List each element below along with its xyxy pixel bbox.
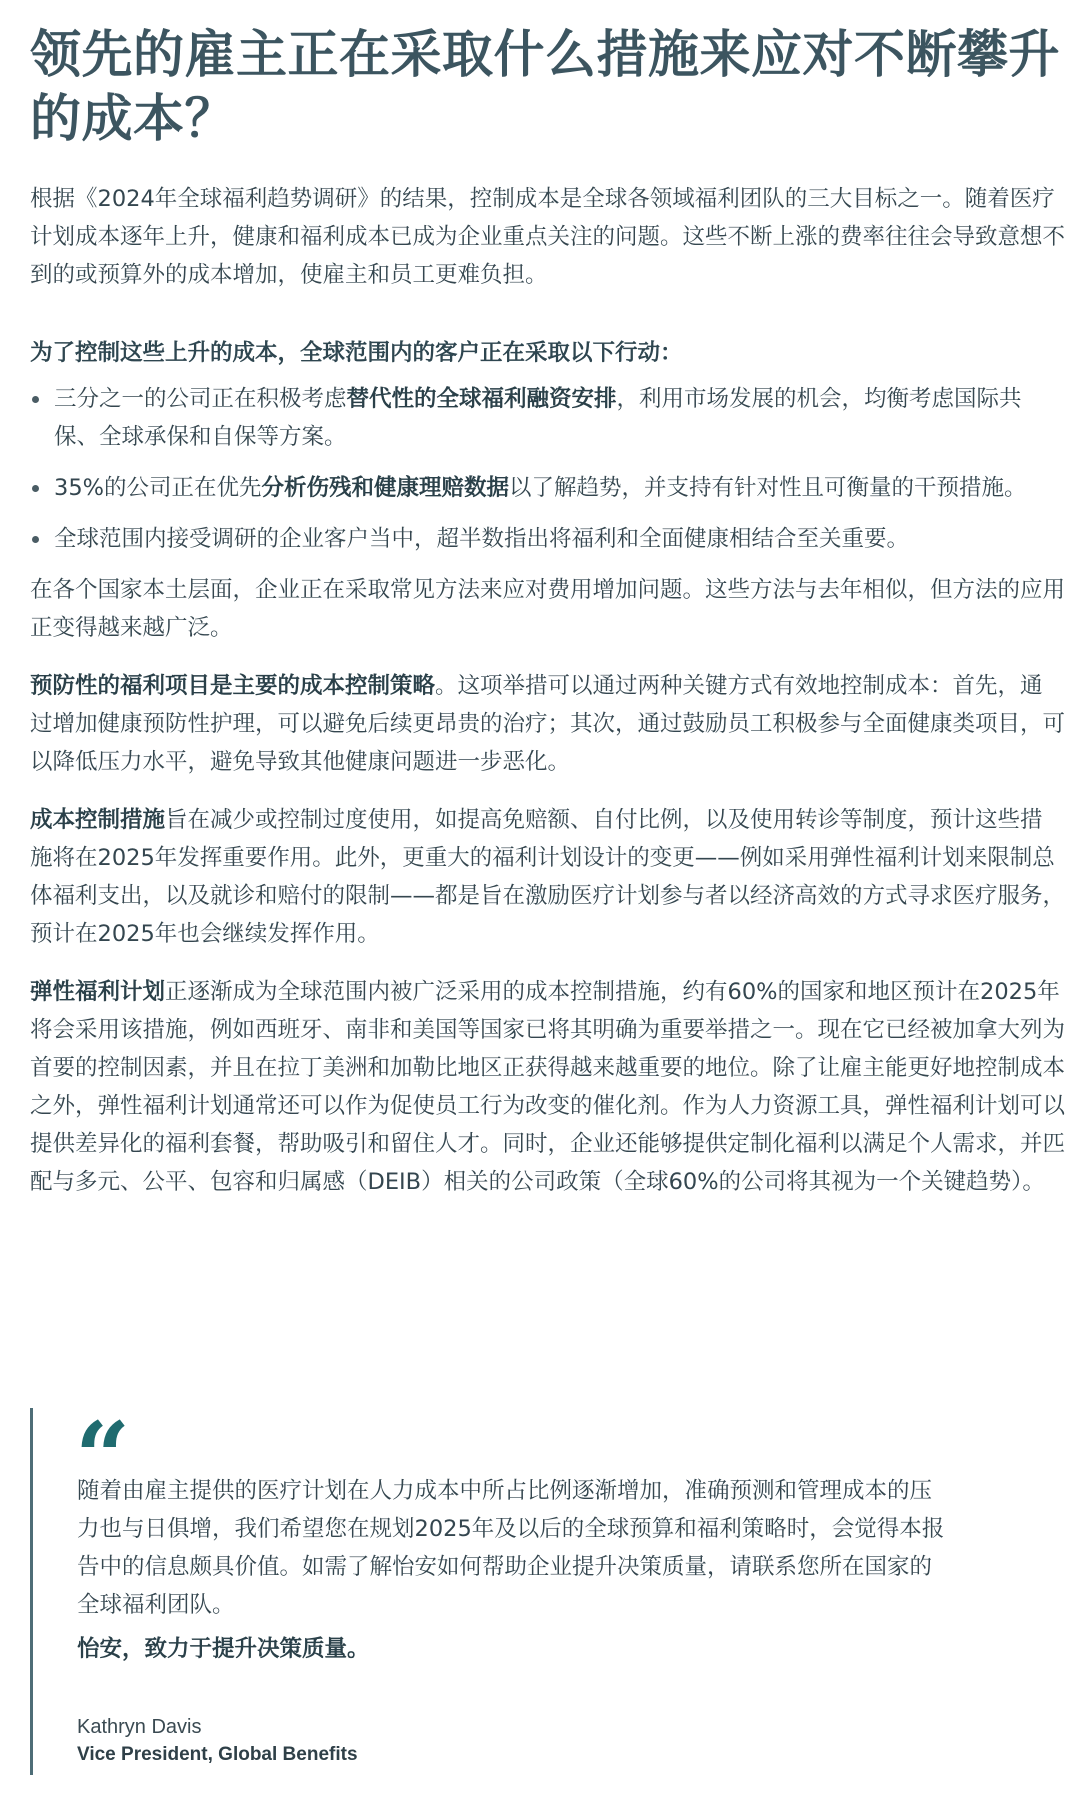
local-paragraph: 在各个国家本土层面，企业正在采取常见方法来应对费用增加问题。这些方法与去年相似，但方法的应用正变得越来越广泛。	[30, 577, 1066, 641]
highlight: 弹性福利计划	[30, 979, 166, 1005]
actions-list	[30, 380, 1065, 558]
highlight: 成本控制措施	[30, 807, 166, 833]
highlight: 预防性的福利项目是主要的成本控制策略	[30, 673, 436, 699]
bullet-dot-icon	[32, 396, 39, 403]
bullet-dot-icon	[32, 485, 39, 492]
quote-block	[30, 1401, 1053, 1775]
intro-paragraph: 根据《2024年全球福利趋势调研》的结果，控制成本是全球各领域福利团队的三大目标之一。随着医疗计划成本逐年上升，健康和福利成本已成为企业重点关注的问题。这些不断上涨的费率往往会导致意想不到的或预算外的成本增加，使雇主和员工更难负担。	[30, 186, 1066, 288]
list-item: 35%的公司正在优先分析伤残和健康理赔数据以了解趋势，并支持有针对性且可衡量的干预措施。	[30, 469, 1065, 507]
article	[30, 24, 1065, 1221]
page-title: 领先的雇主正在采取什么措施来应对不断攀升的成本？	[30, 26, 1061, 149]
list-item: 三分之一的公司正在积极考虑替代性的全球福利融资安排，利用市场发展的机会，均衡考虑国际共保、全球承保和自保等方案。	[30, 380, 1065, 456]
highlight: 分析伤残和健康理赔数据	[261, 475, 510, 501]
actions-lead: 为了控制这些上升的成本，全球范围内的客户正在采取以下行动：	[30, 340, 683, 366]
quote-text: 随着由雇主提供的医疗计划在人力成本中所占比例逐渐增加，准确预测和管理成本的压力也与日俱增，我们希望您在规划2025年及以后的全球预算和福利策略时，会觉得本报告中的信息颇具价值。如需了解怡安如何帮助企业提升决策质量，请联系您所在国家的全球福利团队。	[77, 1478, 945, 1618]
signature-title: Vice President, Global Benefits	[77, 1744, 358, 1765]
prevention-paragraph: 预防性的福利项目是主要的成本控制策略。这项举措可以通过两种关键方式有效地控制成本：首先，通过增加健康预防性护理，可以避免后续更昂贵的治疗；其次，通过鼓励员工积极参与全面健康类项目，可以降低压力水平，避免导致其他健康问题进一步恶化。	[30, 673, 1066, 775]
highlight: 替代性的全球福利融资安排	[346, 386, 617, 412]
flex-benefits-paragraph: 弹性福利计划正逐渐成为全球范围内被广泛采用的成本控制措施，约有60%的国家和地区预计在2025年将会采用该措施，例如西班牙、南非和美国等国家已将其明确为重要举措之一。现在它已经被加拿大列为首要的控制因素，并且在拉丁美洲和加勒比地区正获得越来越重要的地位。除了让雇主能更好地控制成本之外，弹性福利计划通常还可以作为促使员工行为改变的催化剂。作为人力资源工具，弹性福利计划可以提供差异化的福利套餐，帮助吸引和留住人才。同时，企业还能够提供定制化福利以满足个人需求，并匹配与多元、公平、包容和归属感（DEIB）相关的公司政策（全球60%的公司将其视为一个关键趋势）。	[30, 979, 1066, 1195]
bullet-dot-icon	[32, 536, 39, 543]
signature-name: Kathryn Davis	[77, 1716, 202, 1738]
list-item: 全球范围内接受调研的企业客户当中，超半数指出将福利和全面健康相结合至关重要。	[30, 520, 1065, 558]
quote-mark-icon: “	[75, 1401, 131, 1514]
quote-tagline: 怡安，致力于提升决策质量。	[77, 1636, 370, 1662]
cost-control-paragraph: 成本控制措施旨在减少或控制过度使用，如提高免赔额、自付比例，以及使用转诊等制度，预计这些措施将在2025年发挥重要作用。此外，更重大的福利计划设计的变更——例如采用弹性福利计划来限制总体福利支出，以及就诊和赔付的限制——都是旨在激励医疗计划参与者以经济高效的方式寻求医疗服务，预计在2025年也会继续发挥作用。	[30, 807, 1066, 947]
